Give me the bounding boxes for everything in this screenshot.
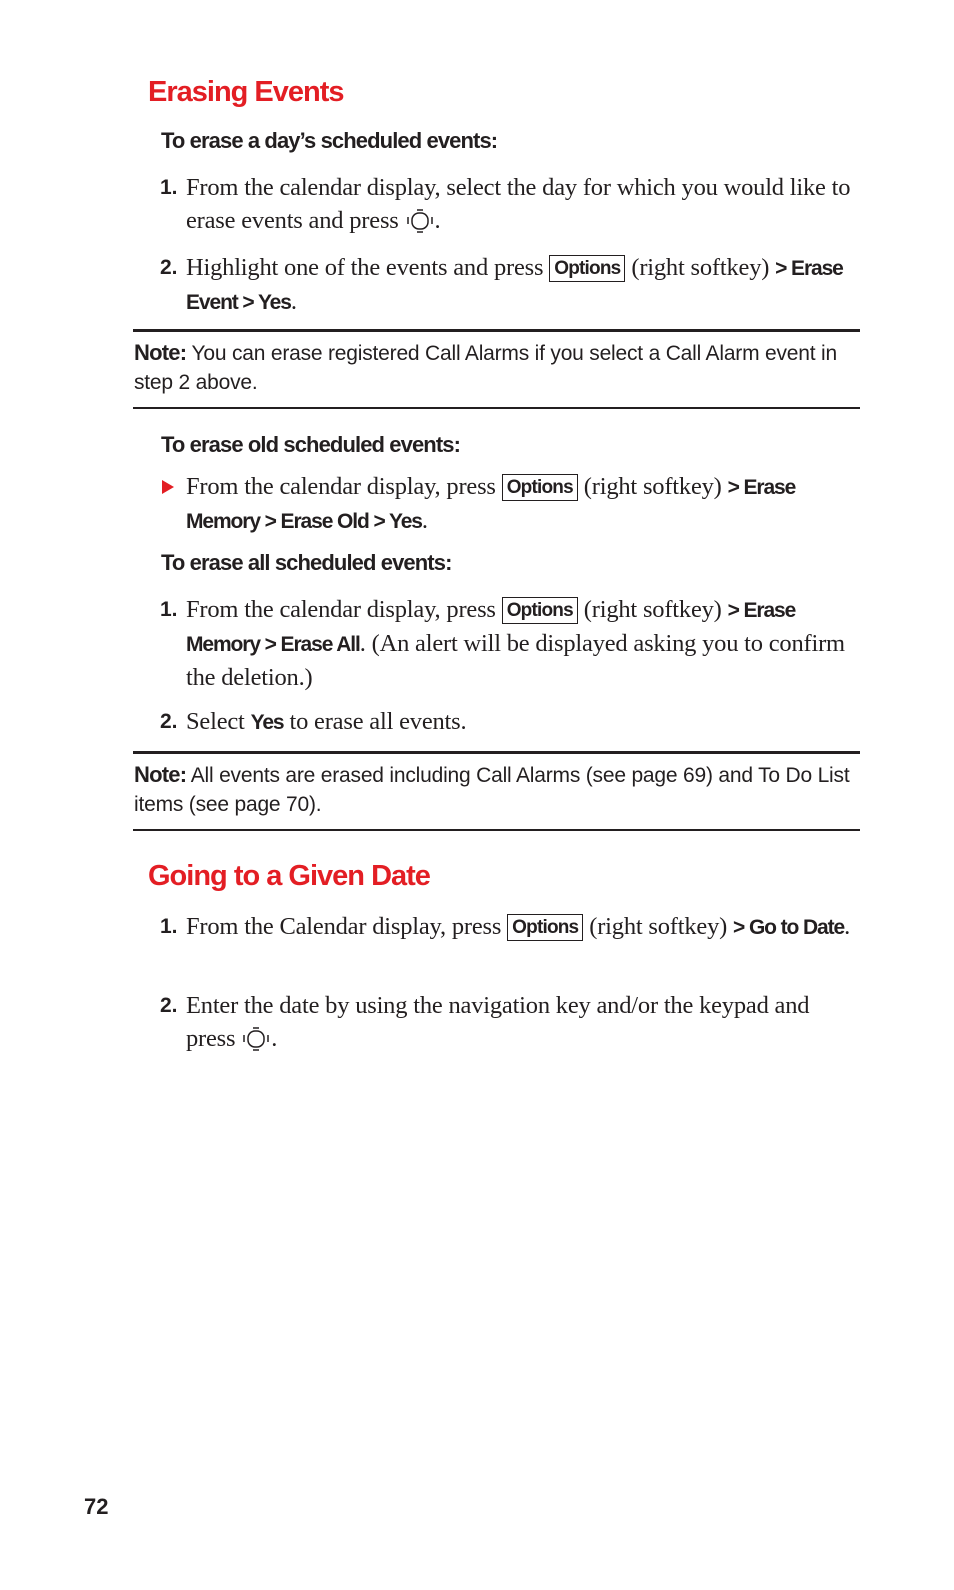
note-label: Note: [134,340,187,365]
note-label: Note: [134,762,187,787]
menu-option-yes: Yes [250,711,284,734]
step-text: Enter the date by using the navigation key and/or the keypad and press [186,992,810,1052]
subheading-erase-old-events: To erase old scheduled events: [161,432,461,457]
page-number: 72 [84,1494,109,1519]
step-number: 1. [160,598,178,621]
menu-path: > Erase Memory > Erase Old > Yes [186,476,796,533]
step-number: 2. [160,256,178,279]
step-number: 2. [160,994,178,1017]
options-softkey-label: Options [507,914,583,941]
note-box-call-alarms [133,329,860,409]
step-1-erase-day: 1. From the calendar display, select the day for which you would like to erase events and press . [160,171,860,237]
menu-path: > Erase Memory > Erase All [186,599,796,656]
red-triangle-bullet-icon [162,480,174,494]
bullet-text: From the calendar display, press [186,473,496,500]
options-softkey-label: Options [502,474,578,501]
options-softkey-label: Options [502,597,578,624]
step-2-go-to-date: 2. Enter the date by using the navigation key and/or the keypad and press . [160,989,860,1055]
section-heading-erasing-events: Erasing Events [148,76,344,108]
menu-ok-key-icon [241,1026,271,1052]
step-text: Highlight one of the events and press [186,254,544,281]
menu-path: > Erase Event > Yes [186,257,843,314]
step-1-go-to-date: 1. From the Calendar display, press Options (right softkey) > Go to Date. [160,910,860,944]
step-2-erase-day: 2. Highlight one of the events and press Options (right softkey) > Erase Event > Yes. [160,251,860,319]
step-number: 2. [160,710,178,733]
menu-ok-key-icon [405,208,435,234]
bullet-erase-old: From the calendar display, press Options (right softkey) > Erase Memory > Erase Old > Yes. [160,470,860,538]
note-text: All events are erased including Call Alarms (see page 69) and To Do List items (see page 70). [134,764,850,816]
step-2-erase-all: 2. Select Yes to erase all events. [160,705,860,739]
step-1-erase-all: 1. From the calendar display, press Options (right softkey) > Erase Memory > Erase All. (An alert will be displayed asking you to confirm the deletion.) [160,593,860,694]
section-heading-going-to-date: Going to a Given Date [148,860,430,892]
step-text: From the calendar display, select the day for which you would like to erase events and press [186,174,851,234]
menu-path: > Go to Date [733,916,845,939]
note-text: You can erase registered Call Alarms if you select a Call Alarm event in step 2 above. [134,342,837,394]
subheading-erase-day-events: To erase a day’s scheduled events: [161,128,498,153]
subheading-erase-all-events: To erase all scheduled events: [161,550,452,575]
step-number: 1. [160,176,178,199]
step-text: From the Calendar display, press [186,913,502,940]
note-box-all-erased [133,751,860,831]
options-softkey-label: Options [549,255,625,282]
step-number: 1. [160,915,178,938]
step-text: From the calendar display, press [186,596,496,623]
